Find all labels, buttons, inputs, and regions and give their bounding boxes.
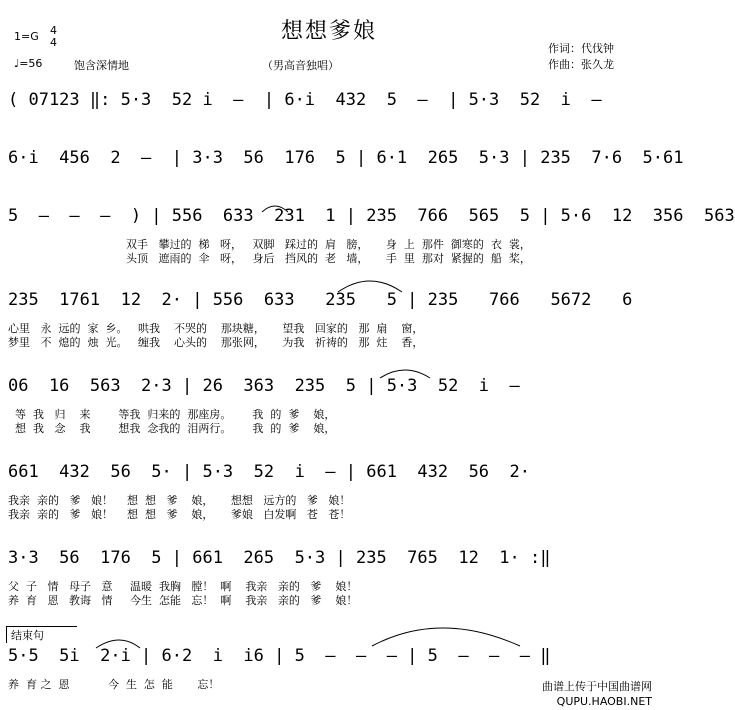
composer: 作曲：张久龙 [548,58,614,71]
lyrics-row-7-verse-2: 养 育 恩 教诲 情 今生 怎能 忘！ 啊 我亲 亲的 爹 娘！ [8,594,358,607]
score-row-5: 06 16 563 2·3 | 26 363 235 5 | 5·3 52 i – [8,376,520,396]
score-row-8: 5·5 5i 2·i | 6·2 i i6 | 5 – – – | 5 – – – ‖ [8,646,551,666]
lyrics-row-6-verse-1: 我亲 亲的 爹 娘！ 想 想 爹 娘， 想想 远方的 爹 娘！ [8,494,351,507]
expression-marking: 饱含深情地 [74,59,129,72]
footer-site-name: 曲谱上传于中国曲谱网 [542,680,652,693]
footer-site-url: QUPU.HAOBI.NET [556,695,652,708]
score-row-6: 661 432 56 5· | 5·3 52 i – | 661 432 56 2· [8,462,530,482]
lyrics-row-3-verse-2: 头顶 遮雨的 伞 呀， 身后 挡风的 老 墙， 手 里 那对 紧握的 船 桨， [126,252,531,265]
lyricist: 作词：代伐钟 [548,42,614,55]
score-row-1: ( 07123 ‖: 5·3 52 i – | 6·i 432 5 – | 5·3 52 i – [8,90,602,110]
lyrics-row-5-verse-1: 等 我 归 来 等我 归来的 那座房。 我 的 爹 娘， [8,408,336,421]
lyrics-row-8-verse-1: 养 育 之 恩 今 生 怎 能 忘！ [8,678,220,691]
score-row-4: 235 1761 12 2· | 556 633 235 5 | 235 766 5672 6 [8,290,633,310]
subtitle: （男高音独唱） [262,59,339,72]
lyrics-row-7-verse-1: 父 子 情 母子 意 温暖 我胸 膛！ 啊 我亲 亲的 爹 娘！ [8,580,358,593]
lyrics-row-3-verse-1: 双手 攀过的 梯 呀， 双脚 踩过的 肩 膀， 身 上 那件 御寒的 衣 裳， [126,238,531,251]
tempo-marking: ♩=56 [14,57,43,70]
time-signature-top: 4 [50,24,57,37]
score-row-7: 3·3 56 176 5 | 661 265 5·3 | 235 765 12 1· :‖ [8,548,551,568]
lyrics-row-6-verse-2: 我亲 亲的 爹 娘！ 想 想 爹 娘， 爹娘 白发啊 苍 苍！ [8,508,351,521]
score-row-3: 5 – – – ) | 556 633 231 1 | 235 766 565 5 | 5·6 12 356 563 [8,206,735,226]
song-title: 想想爹娘 [280,19,377,44]
lyrics-row-5-verse-2: 想 我 念 我 想我 念我的 泪两行。 我 的 爹 娘， [8,422,336,435]
time-signature-bottom: 4 [50,36,57,49]
ending-label: 结束句 [6,626,77,643]
lyrics-row-4-verse-2: 梦里 不 熄的 烛 光。 缠我 心头的 那张网， 为我 祈祷的 那 炷 香， [8,336,424,349]
lyrics-row-4-verse-1: 心里 永 远的 家 乡。 哄我 不哭的 那块糖， 望我 回家的 那 扇 窗， [8,322,424,335]
score-row-2: 6·i 456 2 – | 3·3 56 176 5 | 6·1 265 5·3 | 235 7·6 5·61 [8,148,684,168]
key-signature: 1=G [14,30,39,43]
